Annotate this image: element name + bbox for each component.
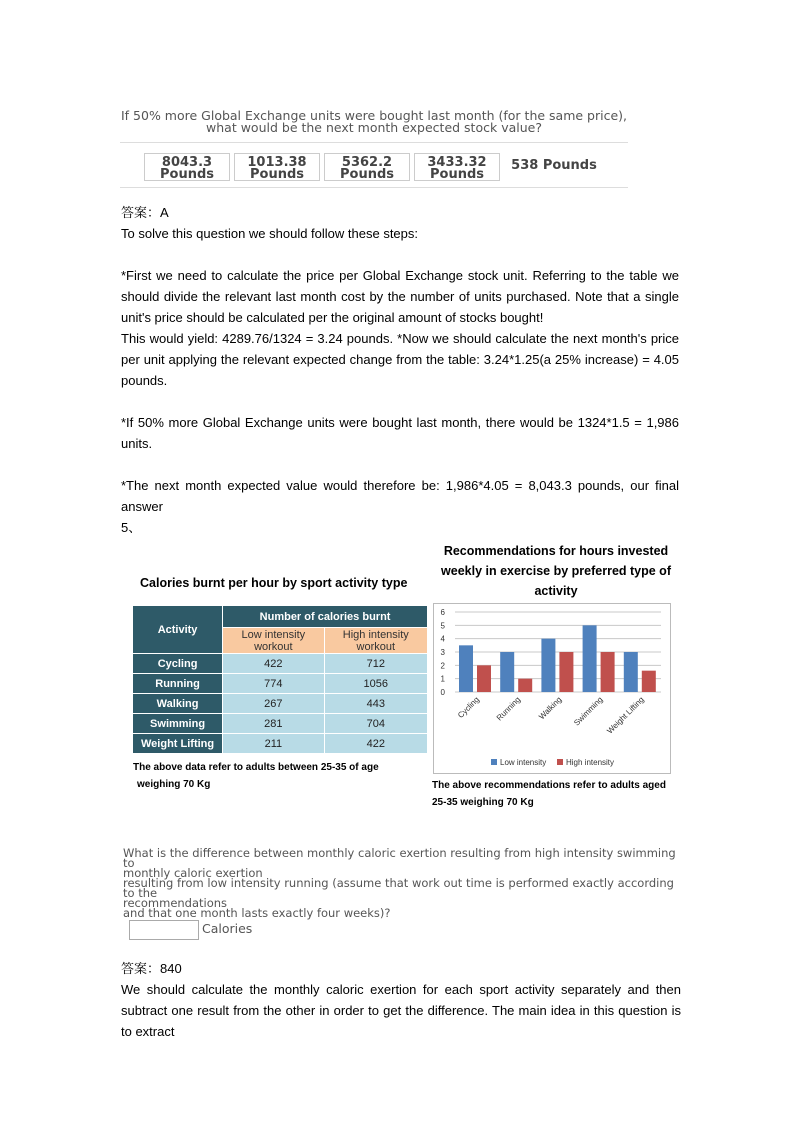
answer-5-label: 答案：840 — [121, 961, 182, 976]
table-row: Walking 267 443 — [133, 694, 428, 714]
question-4-line-2: what would be the next month expected stock value? — [206, 120, 542, 135]
option-d[interactable]: 3433.32 Pounds — [414, 153, 500, 181]
bar-high-swimming — [601, 652, 615, 692]
bar-low-cycling — [459, 645, 473, 692]
calorie-table-note: The above data refer to adults between 25-35 of age weighing 70 Kg — [133, 762, 379, 790]
bar-low-running — [500, 652, 514, 692]
y-tick-label: 0 — [440, 688, 445, 697]
y-tick-label: 1 — [440, 674, 445, 684]
table-row: Cycling 422 712 — [133, 654, 428, 674]
calories-unit-label: Calories — [202, 921, 253, 936]
activity-header: Activity — [133, 606, 223, 654]
chart-header: Recommendations for hours invested weekly in exercise by preferred type of activity — [441, 544, 671, 598]
answer-4-intro: To solve this question we should follow these steps: — [121, 226, 419, 241]
bar-high-walking — [559, 652, 573, 692]
calories-answer-input[interactable] — [129, 920, 199, 940]
answer-5-explanation — [121, 958, 681, 1042]
x-tick-label: Running — [494, 695, 523, 723]
legend-label: Low intensity — [500, 758, 547, 767]
answer-options-row — [120, 142, 628, 188]
answer-4-explanation — [121, 202, 679, 538]
x-tick-label: Cycling — [456, 695, 482, 720]
low-intensity-header: Low intensity workout — [223, 628, 324, 654]
legend-swatch — [557, 759, 563, 765]
x-tick-label: Walking — [537, 695, 564, 722]
answer-4-step-1: *First we need to calculate the price per Global Exchange stock unit. Referring to the table we should divide the relevant last month cost by the number of units purchased. Note that a single unit's price should be calculated per the original amount of stocks bought! — [121, 268, 679, 325]
option-e[interactable]: 538 Pounds — [511, 158, 597, 173]
answer-4-step-2: *If 50% more Global Exchange units were bought last month, there would be 1324*1.5 = 1,986 units. — [121, 415, 679, 451]
x-tick-label: Swimming — [572, 695, 605, 728]
answer-4-label: 答案：A — [121, 205, 169, 220]
calorie-table-title: Calories burnt per hour by sport activity type — [140, 576, 408, 590]
bar-high-cycling — [477, 665, 491, 692]
y-tick-label: 6 — [440, 608, 445, 617]
calorie-table — [132, 605, 428, 754]
option-b[interactable]: 1013.38 Pounds — [234, 153, 320, 181]
question-4-line-1: If 50% more Global Exchange units were bought last month (for the same price), — [120, 108, 627, 123]
legend-swatch — [491, 759, 497, 765]
table-row: Running 774 1056 — [133, 674, 428, 694]
table-row: Swimming 281 704 — [133, 714, 428, 734]
bar-high-running — [518, 679, 532, 692]
answer-4-step-1b: This would yield: 4289.76/1324 = 3.24 pounds. *Now we should calculate the next month's price per unit applying the relevant expected change from the table: 3.24*1.25(a 25% increase) = 4.05 pounds. — [121, 331, 679, 388]
answer-4-step-3: *The next month expected value would therefore be: 1,986*4.05 = 8,043.3 pounds, our final answer — [121, 478, 679, 514]
bar-low-walking — [541, 639, 555, 692]
y-tick-label: 2 — [440, 661, 445, 671]
question-4-text — [120, 110, 628, 134]
question-5-text: What is the difference between monthly caloric exertion resulting from high intensity swimming to monthly caloric exertion resulting from low intensity running (assume that work out time is performed exactly according to the recommendations and that one month lasts exactly four weeks)? — [123, 846, 676, 920]
calories-group-header: Number of calories burnt — [223, 606, 428, 628]
table-row: Weight Lifting 211 422 — [133, 734, 428, 754]
y-tick-label: 4 — [440, 634, 445, 644]
option-a[interactable]: 8043.3 Pounds — [144, 153, 230, 181]
question-5-number: 5、 — [121, 520, 142, 535]
high-intensity-header: High intensity workout — [324, 628, 427, 654]
chart-note: The above recommendations refer to adults aged 25-35 weighing 70 Kg — [432, 780, 666, 808]
bar-low-weight-lifting — [624, 652, 638, 692]
y-tick-label: 5 — [440, 621, 445, 631]
recommendations-bar-chart — [433, 603, 671, 774]
option-c[interactable]: 5362.2 Pounds — [324, 153, 410, 181]
bar-high-weight-lifting — [642, 671, 656, 692]
y-tick-label: 3 — [440, 648, 445, 657]
bar-low-swimming — [583, 625, 597, 692]
answer-5-text: We should calculate the monthly caloric exertion for each sport activity separately and then subtract one result from the other in order to get the difference. The main idea in this question is to extract — [121, 982, 681, 1039]
legend-label: High intensity — [566, 758, 615, 767]
x-tick-label: Weight Lifting — [605, 695, 646, 736]
